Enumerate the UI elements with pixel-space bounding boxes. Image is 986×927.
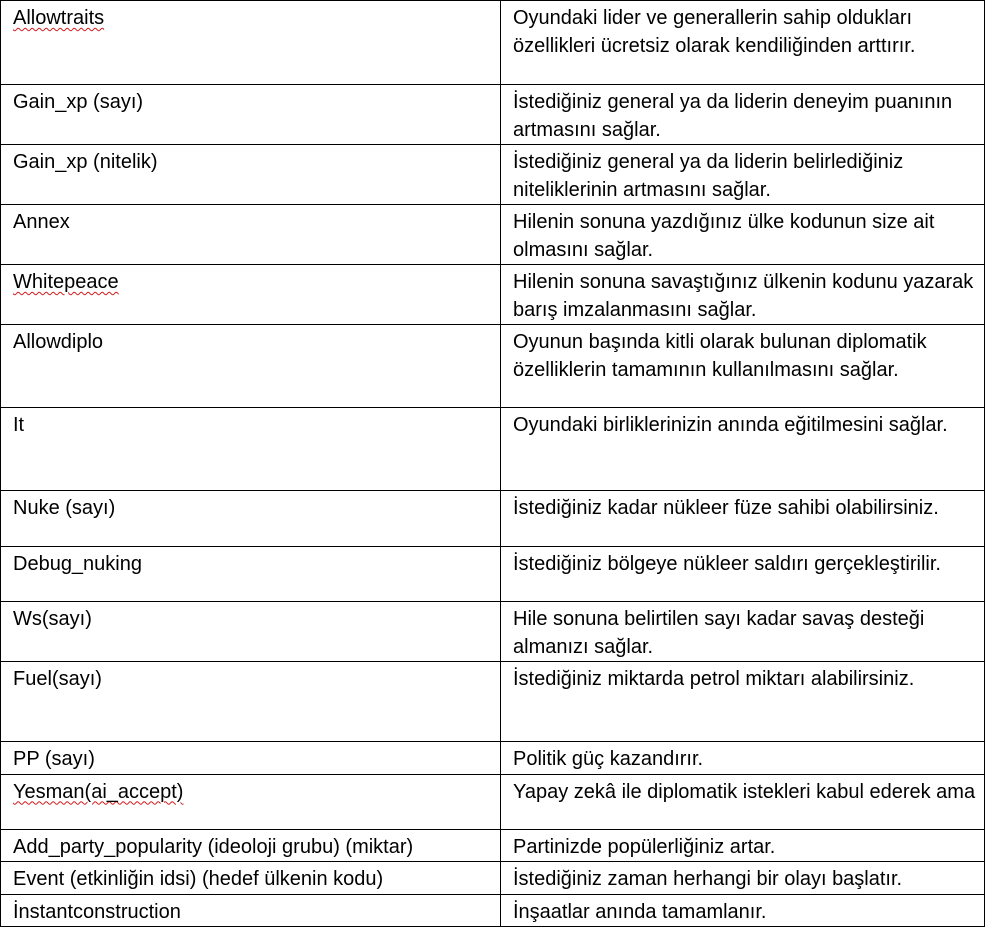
cheat-description-cell: İnşaatlar anında tamamlanır. xyxy=(501,894,985,927)
cheat-description-cell: Yapay zekâ ile diplomatik istekleri kabul ederek ama xyxy=(501,774,985,829)
table-row xyxy=(1,742,985,775)
cheat-code-cell: Debug_nuking xyxy=(1,547,501,602)
cheat-code-cell: Allowtraits xyxy=(1,1,501,85)
cheat-description-cell: Partinizde popülerliğiniz artar. xyxy=(501,829,985,862)
cheat-code-cell: Event (etkinliğin idsi) (hedef ülkenin kodu) xyxy=(1,862,501,895)
table-row xyxy=(1,829,985,862)
cheat-code-cell: Ws(sayı) xyxy=(1,602,501,662)
table-row xyxy=(1,774,985,829)
table-row xyxy=(1,325,985,408)
table-row xyxy=(1,547,985,602)
cheat-description-cell: İstediğiniz general ya da liderin deneyim puanının artmasını sağlar. xyxy=(501,85,985,145)
cheat-description-cell: Politik güç kazandırır. xyxy=(501,742,985,775)
cheat-description-cell: İstediğiniz miktarda petrol miktarı alabilirsiniz. xyxy=(501,662,985,742)
cheat-code-cell: Gain_xp (nitelik) xyxy=(1,145,501,205)
cheat-description-cell: İstediğiniz zaman herhangi bir olayı başlatır. xyxy=(501,862,985,895)
cheat-code-cell: Annex xyxy=(1,205,501,265)
cheat-code-cell: It xyxy=(1,408,501,491)
cheat-description-cell: Hilenin sonuna yazdığınız ülke kodunun size ait olmasını sağlar. xyxy=(501,205,985,265)
cheat-description-cell: Oyundaki birliklerinizin anında eğitilmesini sağlar. xyxy=(501,408,985,491)
cheat-code-cell: Allowdiplo xyxy=(1,325,501,408)
cheat-description-cell: İstediğiniz kadar nükleer füze sahibi olabilirsiniz. xyxy=(501,491,985,547)
cheat-description-cell: Oyundaki lider ve generallerin sahip oldukları özellikleri ücretsiz olarak kendiliğinden arttırır. xyxy=(501,1,985,85)
table-row xyxy=(1,491,985,547)
table-row xyxy=(1,408,985,491)
cheat-code-cell: PP (sayı) xyxy=(1,742,501,775)
table-row xyxy=(1,265,985,325)
cheat-code-cell: Whitepeace xyxy=(1,265,501,325)
table-row xyxy=(1,894,985,927)
table-row xyxy=(1,85,985,145)
cheat-code-cell: Nuke (sayı) xyxy=(1,491,501,547)
cheat-description-cell: İstediğiniz general ya da liderin belirlediğiniz niteliklerinin artmasını sağlar. xyxy=(501,145,985,205)
cheat-code-cell: İnstantconstruction xyxy=(1,894,501,927)
table-row xyxy=(1,862,985,895)
table-row xyxy=(1,145,985,205)
cheat-description-cell: Oyunun başında kitli olarak bulunan diplomatik özelliklerin tamamının kullanılmasını sağlar. xyxy=(501,325,985,408)
cheat-code-cell: Gain_xp (sayı) xyxy=(1,85,501,145)
cheat-description-cell: İstediğiniz bölgeye nükleer saldırı gerçekleştirilir. xyxy=(501,547,985,602)
cheat-code-cell: Add_party_popularity (ideoloji grubu) (miktar) xyxy=(1,829,501,862)
table-row xyxy=(1,662,985,742)
table-row xyxy=(1,205,985,265)
table-row xyxy=(1,602,985,662)
cheat-description-cell: Hile sonuna belirtilen sayı kadar savaş desteği almanızı sağlar. xyxy=(501,602,985,662)
cheat-code-cell: Yesman(ai_accept) xyxy=(1,774,501,829)
cheat-code-cell: Fuel(sayı) xyxy=(1,662,501,742)
table-row xyxy=(1,1,985,85)
cheat-description-cell: Hilenin sonuna savaştığınız ülkenin kodunu yazarak barış imzalanmasını sağlar. xyxy=(501,265,985,325)
